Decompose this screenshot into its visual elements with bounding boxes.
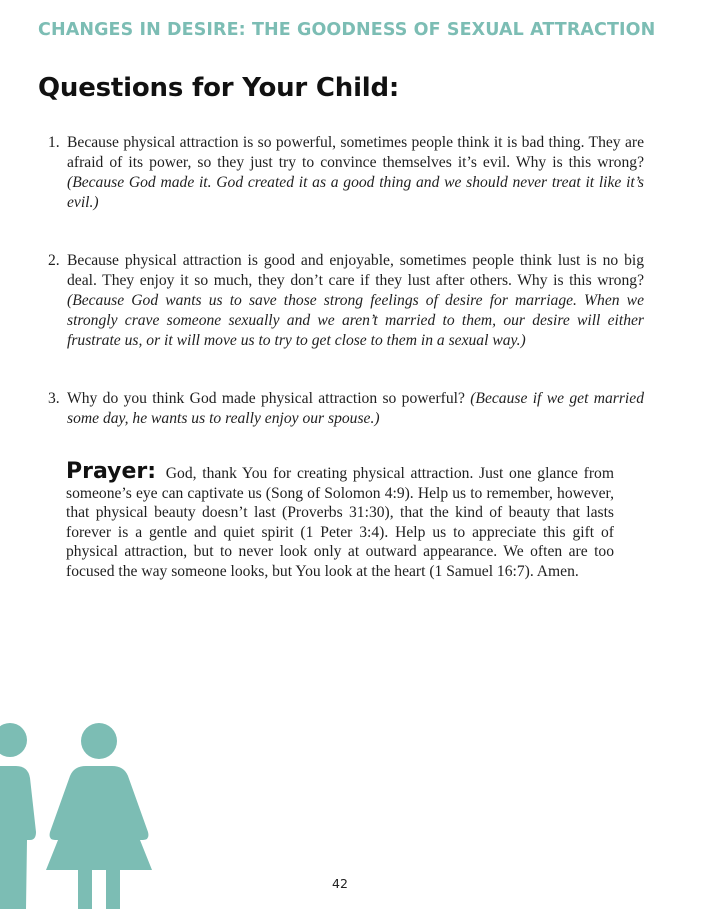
question-answer: (Because God made it. God created it as a good thing and we should never treat it like it’s evil.): [67, 174, 644, 211]
question-text: Because physical attraction is so powerful, sometimes people think it is bad thing. They are afraid of its power, so they just try to convince themselves it’s evil. Why is this wrong?: [67, 134, 644, 171]
question-body: [67, 389, 644, 429]
prayer-block: [66, 459, 614, 581]
question-number: 1.: [48, 134, 60, 151]
page-heading: Questions for Your Child:: [38, 73, 400, 103]
question-item: [48, 133, 644, 213]
question-list: [48, 133, 644, 467]
question-text: Why do you think God made physical attraction so powerful?: [67, 390, 465, 407]
question-answer: (Because if we get married some day, he wants us to really enjoy our spouse.): [67, 390, 644, 427]
question-number: 3.: [48, 390, 60, 407]
question-item: [48, 251, 644, 351]
question-answer: (Because God wants us to save those strong feelings of desire for marriage. When we strongly crave someone sexually and we aren’t married to them, our desire will either frustrate us, or it will move us to try to get close to them in a sexual way.): [67, 292, 644, 349]
question-number: 2.: [48, 252, 60, 269]
prayer-label: Prayer:: [66, 459, 157, 484]
question-item: [48, 389, 644, 429]
question-body: [67, 251, 644, 351]
question-text: Because physical attraction is good and enjoyable, sometimes people think lust is no big deal. They enjoy it so much, they don’t care if they lust after others. Why is this wrong?: [67, 252, 644, 289]
page-number: 42: [332, 876, 348, 891]
section-title: CHANGES IN DESIRE: THE GOODNESS OF SEXUAL ATTRACTION: [38, 20, 656, 40]
prayer-text: God, thank You for creating physical attraction. Just one glance from someone’s eye can captivate us (Song of Solomon 4:9). Help us to remember, however, that physical beauty doesn’t last (Proverbs 31:30), that the kind of beauty that lasts forever is a gentle and quiet spirit (1 Peter 3:4). Help us to appreciate this gift of physical attraction, but to never look only at outward appearance. We often are too focused the way someone looks, but You look at the heart (1 Samuel 16:7). Amen.: [66, 465, 614, 580]
question-body: [67, 133, 644, 213]
